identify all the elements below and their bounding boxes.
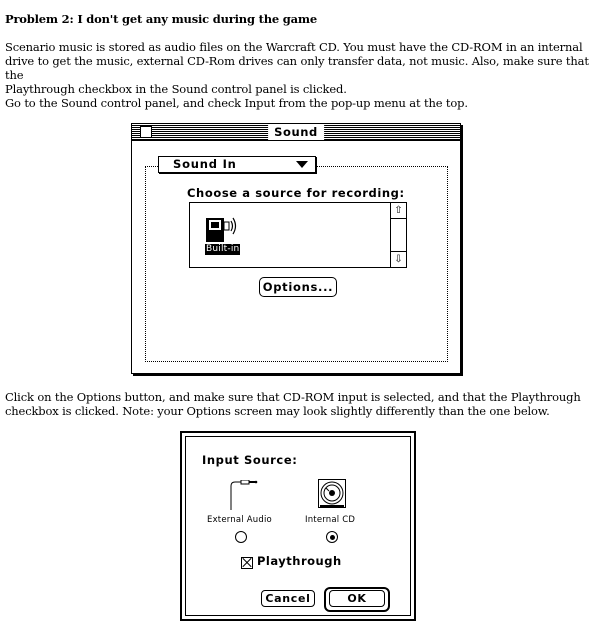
options-line-1: Click on the Options button, and make sure that CD-ROM input is selected, and that the Playthrough [5,390,581,404]
source-item-built-in[interactable] [204,215,240,255]
scroll-down-arrow-icon[interactable]: ⇩ [391,251,406,267]
input-source-label: Input Source: [202,453,298,467]
options-line-2: checkbox is clicked. Note: your Options screen may look slightly differently than the one below. [5,404,550,418]
external-audio-label: External Audio [207,515,272,525]
microphone-icon [204,215,240,245]
input-source-dialog [180,431,416,621]
playthrough-checkbox[interactable] [241,557,253,569]
ok-button-default-ring [324,587,390,612]
intro-paragraph [5,40,599,96]
source-label: Built-in [206,244,240,254]
sound-popup-menu[interactable] [158,156,316,173]
listbox-scrollbar[interactable] [390,203,406,267]
problem-heading: Problem 2: I don't get any music during the game [5,12,317,26]
recording-source-prompt: Choose a source for recording: [187,186,405,200]
playthrough-label[interactable]: Playthrough [257,554,342,568]
close-box-icon[interactable] [140,126,152,138]
source-listbox[interactable] [189,202,407,268]
options-button[interactable]: Options... [259,277,337,297]
popup-arrow-icon [296,161,308,168]
cancel-button[interactable]: Cancel [261,590,315,607]
intro-line-1: Scenario music is stored as audio files on the Warcraft CD. You must have the CD-ROM in an internal [5,40,583,54]
audio-jack-icon [229,480,259,510]
intro-line-2: drive to get the music, external CD-Rom drives can only transfer data, not music. Also, make sure that the [5,54,589,82]
intro-line-3: Playthrough checkbox in the Sound control panel is clicked. [5,82,347,96]
cd-icon [318,479,346,509]
options-instruction [5,390,599,418]
sound-panel-instruction: Go to the Sound control panel, and check Input from the pop-up menu at the top. [5,96,468,110]
window-title: Sound [268,124,324,140]
ok-button[interactable]: OK [329,590,385,607]
sound-window [131,123,461,374]
window-titlebar[interactable] [132,124,460,141]
popup-value: Sound In [173,157,237,171]
internal-cd-radio[interactable] [326,531,338,543]
internal-cd-label: Internal CD [305,515,356,525]
scroll-up-arrow-icon[interactable]: ⇧ [391,203,406,219]
external-audio-radio[interactable] [235,531,247,543]
